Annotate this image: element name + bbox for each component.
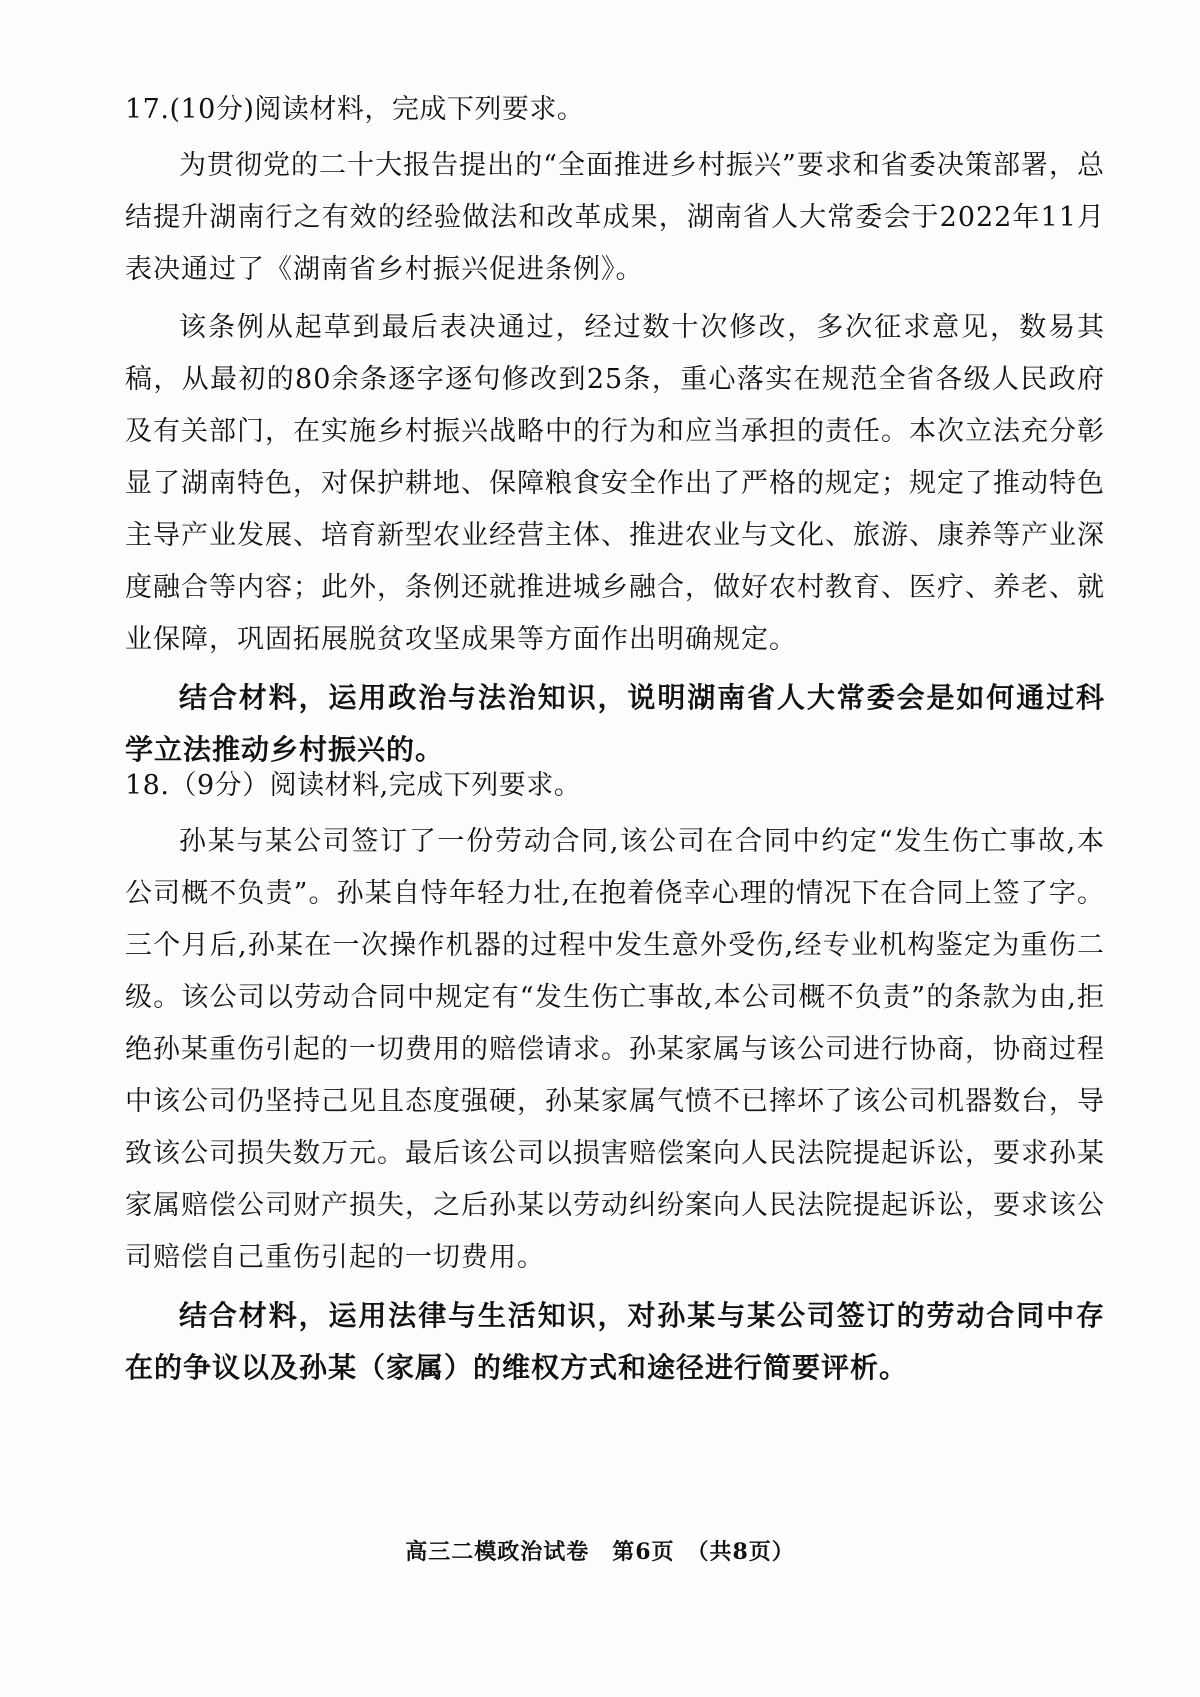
page-footer: 高三二模政治试卷 第6页 （共8页）	[405, 1539, 795, 1565]
question-17-prompt: 结合材料，运用政治与法治知识，说明湖南省人大常委会是如何通过科学立法推动乡村振兴的。	[125, 681, 1105, 766]
question-17-material-paragraph-2: 该条例从起草到最后表决通过，经过数十次修改，多次征求意见，数易其稿，从最初的80余条逐字逐句修改到25条，重心落实在规范全省各级人民政府及有关部门，在实施乡村振兴战略中的行为和应当承担的责任。本次立法充分彰显了湖南特色，对保护耕地、保障粮食安全作出了严格的规定；规定了推动特色主导产业发展、培育新型农业经营主体、推进农业与文化、旅游、康养等产业深度融合等内容；此外，条例还就推进城乡融合，做好农村教育、医疗、养老、就业保障，巩固拓展脱贫攻坚成果等方面作出明确规定。	[125, 312, 1105, 655]
question-18	[125, 766, 1105, 1394]
question-17	[125, 90, 1105, 776]
question-17-material-paragraph-1: 为贯彻党的二十大报告提出的“全面推进乡村振兴”要求和省委决策部署，总结提升湖南行之有效的经验做法和改革成果，湖南省人大常委会于2022年11月表决通过了《湖南省乡村振兴促进条例》。	[125, 150, 1105, 285]
question-18-prompt: 结合材料，运用法律与生活知识，对孙某与某公司签订的劳动合同中存在的争议以及孙某（家属）的维权方式和途径进行简要评析。	[125, 1299, 1105, 1384]
question-18-header: 18.（9分）阅读材料,完成下列要求。	[125, 770, 582, 801]
question-17-header: 17.(10分)阅读材料，完成下列要求。	[125, 94, 585, 125]
question-18-material-paragraph-1: 孙某与某公司签订了一份劳动合同,该公司在合同中约定“发生伤亡事故,本公司概不负责”。孙某自恃年轻力壮,在抱着侥幸心理的情况下在合同上签了字。三个月后,孙某在一次操作机器的过程中发生意外受伤,经专业机构鉴定为重伤二级。该公司以劳动合同中规定有“发生伤亡事故,本公司概不负责”的条款为由,拒绝孙某重伤引起的一切费用的赔偿请求。孙某家属与该公司进行协商，协商过程中该公司仍坚持己见且态度强硬，孙某家属气愤不已摔坏了该公司机器数台，导致该公司损失数万元。最后该公司以损害赔偿案向人民法院提起诉讼，要求孙某家属赔偿公司财产损失，之后孙某以劳动纠纷案向人民法院提起诉讼，要求该公司赔偿自己重伤引起的一切费用。	[125, 826, 1105, 1273]
